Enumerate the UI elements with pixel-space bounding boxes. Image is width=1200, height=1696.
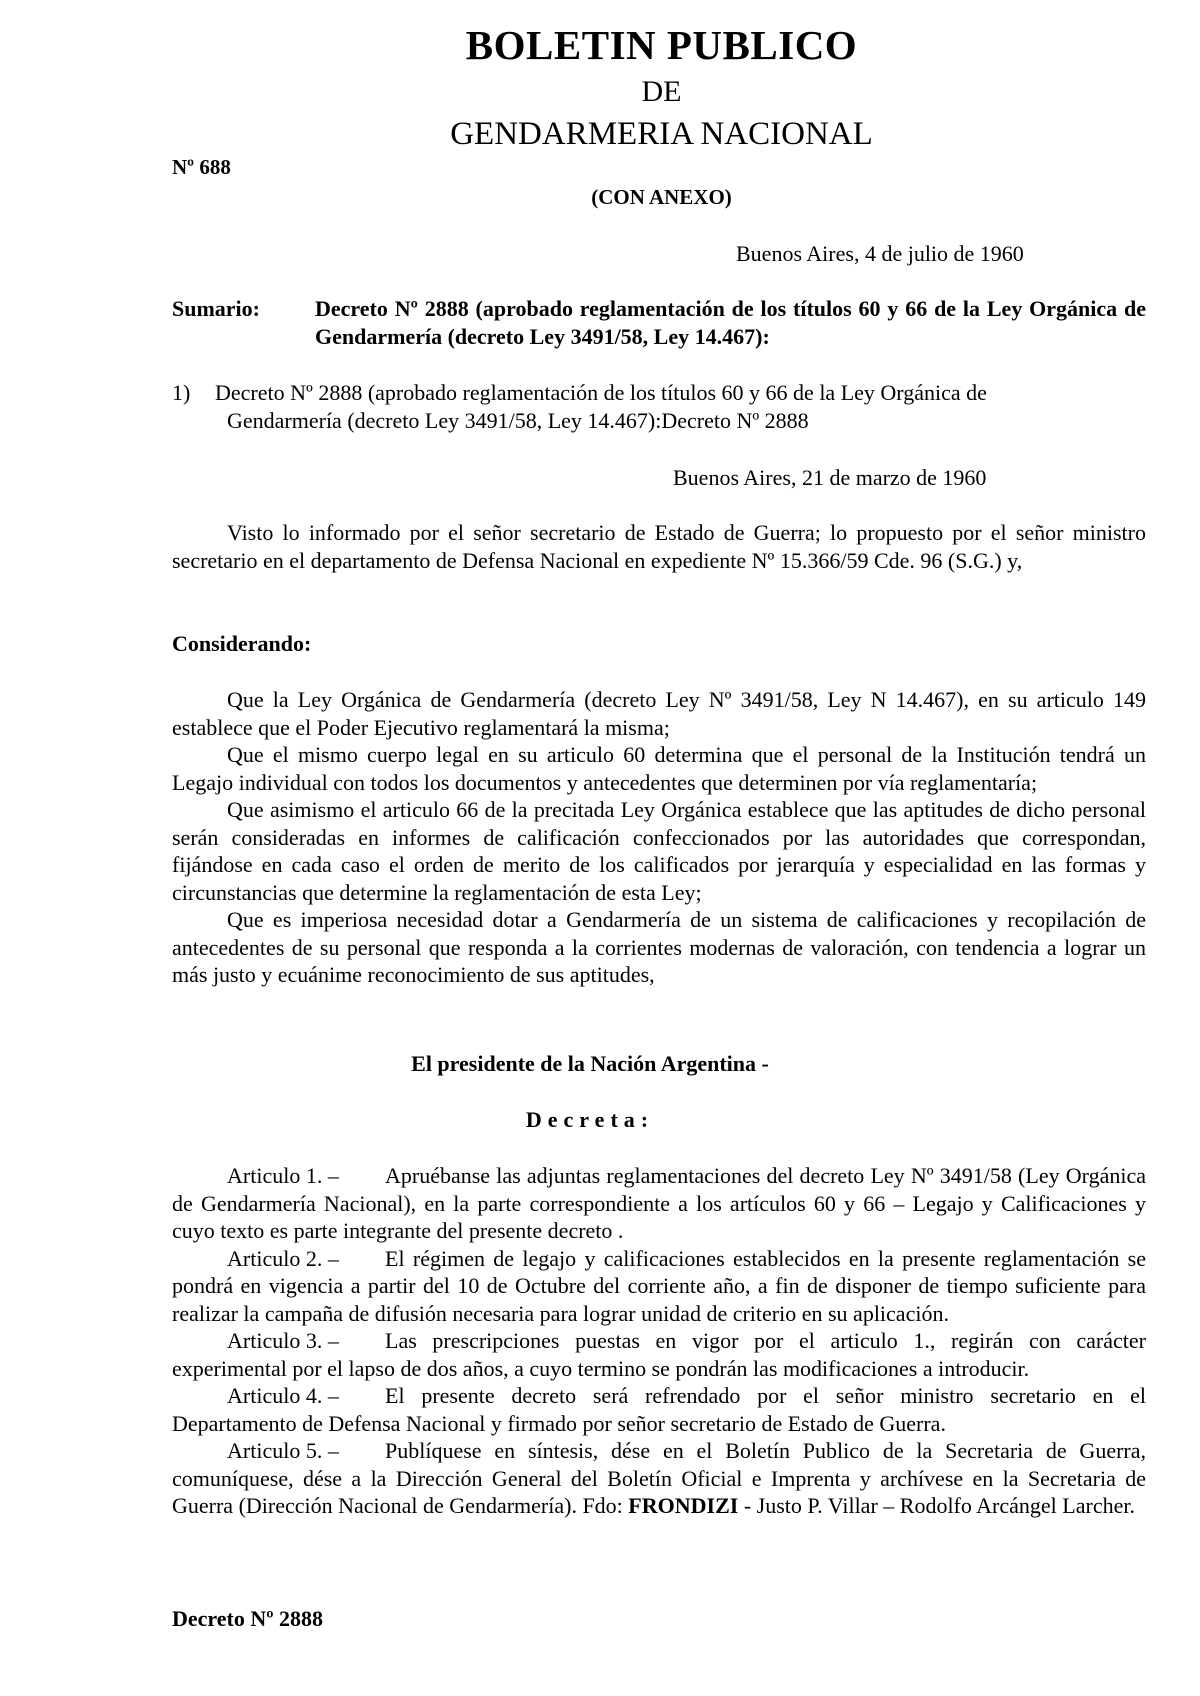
summary-text: Decreto Nº 2888 (aprobado reglamentación de los títulos 60 y 66 de la Ley Orgánica de Gendarmería (decreto Ley 3491/58, Ley 14.467): xyxy=(315,296,1146,349)
article-label: Articulo 1. – xyxy=(227,1163,339,1188)
signature-frondizi: FRONDIZI xyxy=(628,1493,739,1518)
article-2 xyxy=(172,1245,1146,1328)
decreta-heading: Decreta: xyxy=(525,1107,655,1132)
article-label: Articulo 2. – xyxy=(227,1245,339,1271)
article-text: Publíquese en síntesis, dése en el Boletín Publico de la Secretaria de Guerra, comuníquese, dése a la Dirección General del Boletín Oficial e Imprenta y archívese en la Secretaria de Guerra (Dirección Nacional de Gendarmería). Fdo: xyxy=(172,1438,1146,1518)
article-label: Articulo 5. – xyxy=(227,1438,339,1463)
article-5 xyxy=(172,1437,1146,1520)
visto-text: Visto lo informado por el señor secretario de Estado de Guerra; lo propuesto por el señor ministro secretario en el departamento de Defensa Nacional en expediente Nº 15.366/59 Cde. 96 (S.G.) y, xyxy=(172,520,1146,573)
considerando-paragraph: Que asimismo el articulo 66 de la precitada Ley Orgánica establece que las aptitudes de dicho personal serán consideradas en informes de calificación confeccionados por las autoridades que correspondan, fijándose en cada caso el orden de merito de los calificados por jerarquía y especialidad en las formas y circunstancias que determine la reglamentación de esta Ley; xyxy=(172,797,1146,905)
articles-list xyxy=(172,1162,1146,1520)
article-text: Las prescripciones puestas en vigor por el articulo 1., regirán con carácter experimental por el lapso de dos años, a cuyo termino se pondrán las modificaciones a introducir. xyxy=(172,1328,1146,1381)
decree-date: Buenos Aires, 21 de marzo de 1960 xyxy=(673,465,987,490)
article-label: Articulo 3. – xyxy=(227,1328,339,1353)
item-number: 1) xyxy=(172,380,191,405)
considerando-paragraph: Que la Ley Orgánica de Gendarmería (decreto Ley Nº 3491/58, Ley N 14.467), en su articulo 149 establece que el Poder Ejecutivo reglamentará la misma; xyxy=(172,687,1146,740)
item-text: Decreto Nº 2888 (aprobado reglamentación de los títulos 60 y 66 de la Ley Orgánica de Gendarmería (decreto Ley 3491/58, Ley 14.467):Decreto Nº 2888 xyxy=(215,380,987,433)
bulletin-date: Buenos Aires, 4 de julio de 1960 xyxy=(736,241,1024,266)
annex-note: (CON ANEXO) xyxy=(591,185,732,209)
article-text: El presente decreto será refrendado por el señor ministro secretario en el Departamento de Defensa Nacional y firmado por señor secretario de Estado de Guerra. xyxy=(172,1383,1146,1436)
considerando-paragraph: Que es imperiosa necesidad dotar a Gendarmería de un sistema de calificaciones y recopilación de antecedentes de su personal que responda a la corrientes modernas de valoración, con tendencia a lograr un más justo y ecuánime reconocimiento de sus aptitudes, xyxy=(172,907,1146,987)
decree-heading-final: Decreto Nº 2888 xyxy=(172,1606,324,1631)
signature-rest: - Justo P. Villar – Rodolfo Arcángel Larcher. xyxy=(738,1493,1135,1518)
visto-paragraph xyxy=(172,519,1146,574)
considerando-paragraph: Que el mismo cuerpo legal en su articulo 60 determina que el personal de la Institución tendrá un Legajo individual con todos los documentos y antecedentes que determinen por vía reglamentaría; xyxy=(172,742,1146,795)
article-1 xyxy=(172,1162,1146,1245)
summary-label: Sumario: xyxy=(172,296,260,321)
president-heading: El presidente de la Nación Argentina - xyxy=(411,1051,769,1076)
considerando-heading: Considerando: xyxy=(172,631,312,656)
bulletin-title: BOLETIN PUBLICO xyxy=(465,22,858,68)
bulletin-number: Nº 688 xyxy=(172,155,231,179)
article-3 xyxy=(172,1327,1146,1382)
article-4 xyxy=(172,1382,1146,1437)
article-text: Apruébanse las adjuntas reglamentaciones del decreto Ley Nº 3491/58 (Ley Orgánica de Gendarmería Nacional), en la parte correspondiente a los artículos 60 y 66 – Legajo y Calificaciones y cuyo texto es parte integrante del presente decreto . xyxy=(172,1163,1146,1243)
bulletin-title-de: DE xyxy=(641,75,682,108)
article-text: El régimen de legajo y calificaciones establecidos en la presente reglamentación se pondrá en vigencia a partir del 10 de Octubre del corriente año, a fin de disponer de tiempo suficiente para realizar la campaña de difusión necesaria para lograr unidad de criterio en su aplicación. xyxy=(172,1245,1146,1326)
article-label: Articulo 4. – xyxy=(227,1383,339,1408)
considerandos-list xyxy=(172,686,1146,989)
bulletin-organization: GENDARMERIA NACIONAL xyxy=(450,116,873,152)
